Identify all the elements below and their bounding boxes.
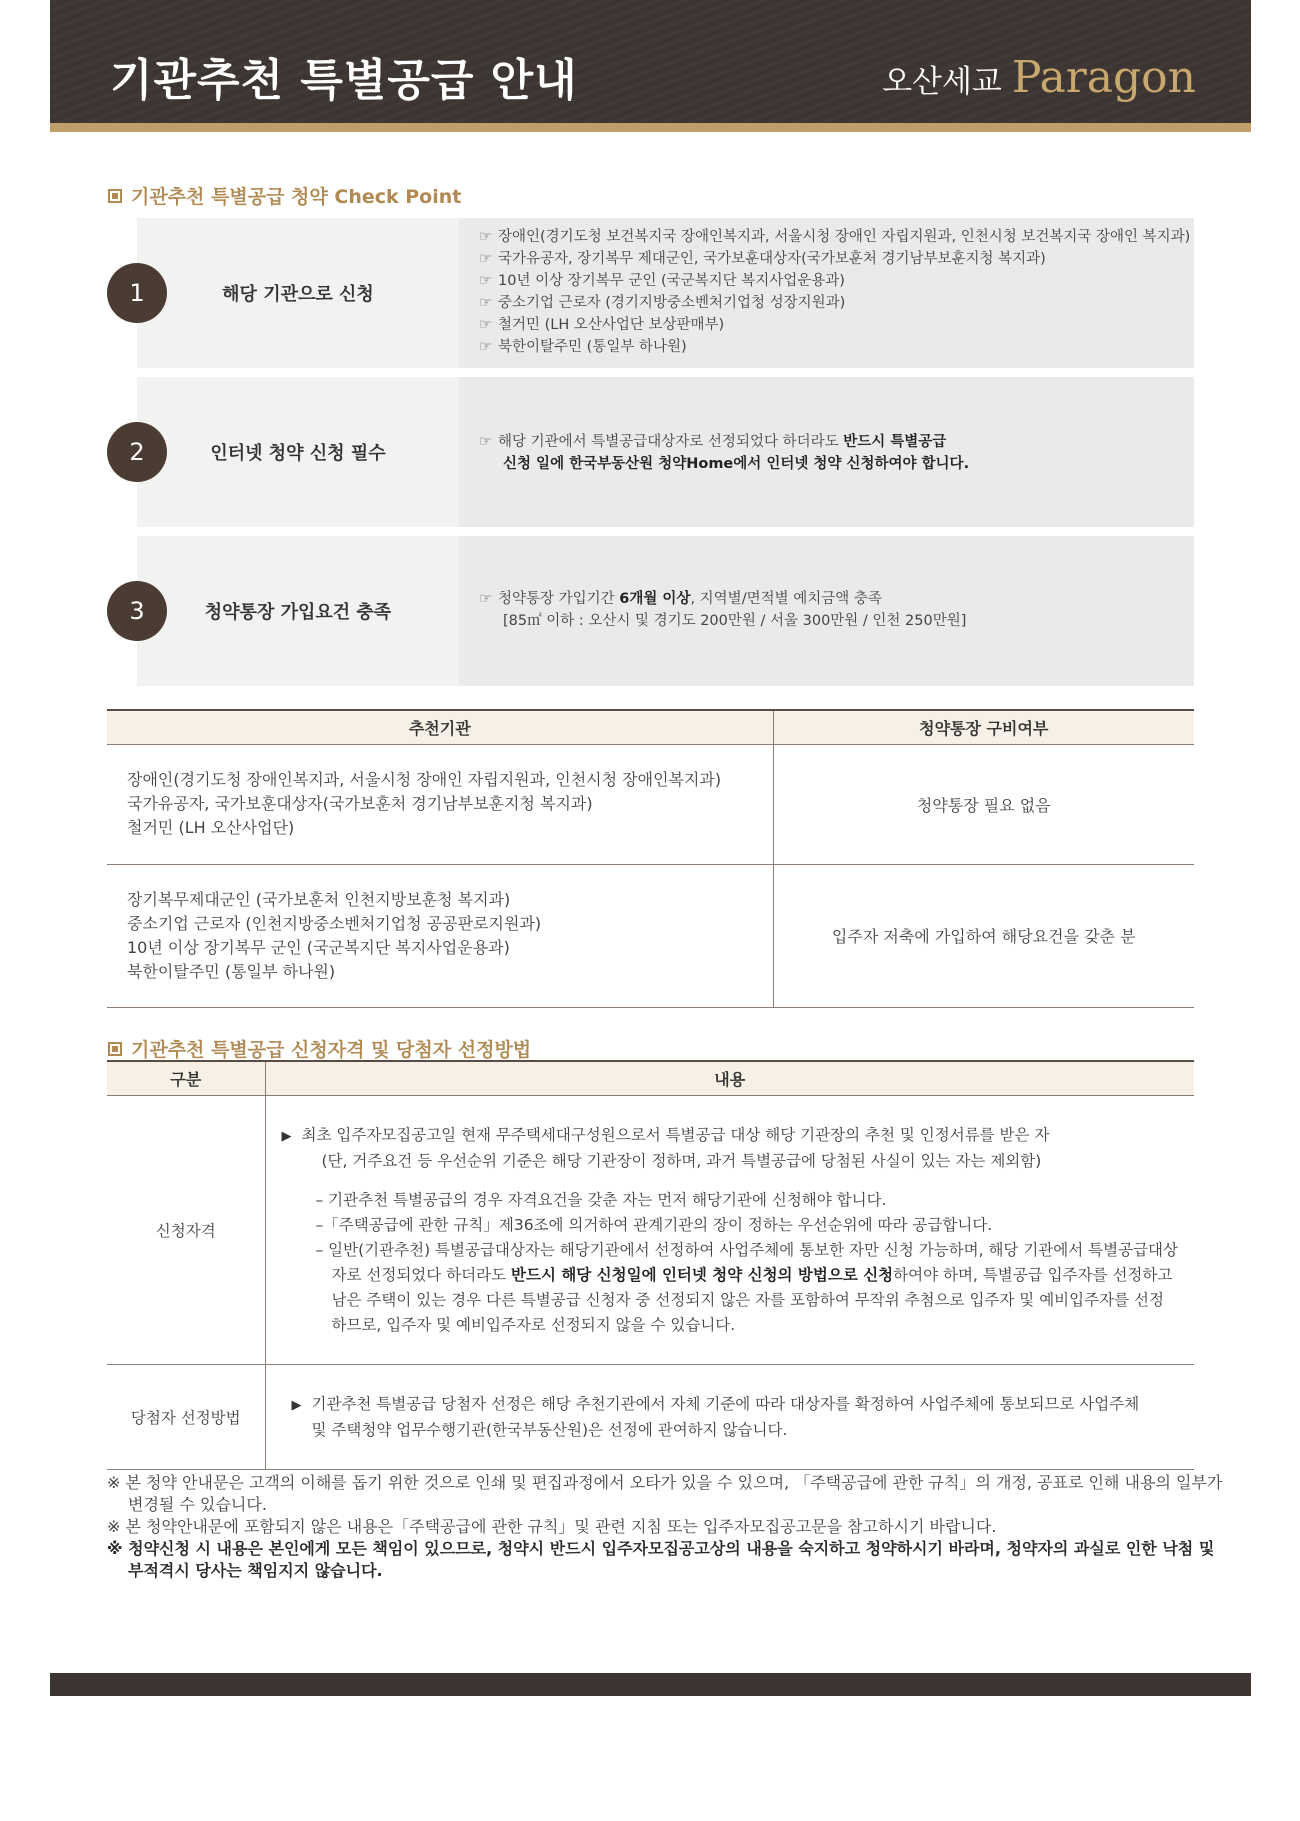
list-item: ☞ 중소기업 근로자 (경기지방중소벤처기업청 성장지원과) <box>479 295 846 311</box>
pointing-hand-icon: ☞ <box>479 295 492 311</box>
table-row <box>107 1095 1194 1364</box>
list-item: ☞ 철거민 (LH 오산사업단 보상판매부) <box>479 317 725 333</box>
note-line: 부적격시 당사는 책임지지 않습니다. <box>128 1561 383 1580</box>
checkpoint-heading-text: 기관추천 특별공급 청약 Check Point <box>131 186 462 208</box>
dash-continuation: 자로 선정되었다 하더라도 반드시 해당 신청일에 인터넷 청약 신청의 방법으로 신청하여야 하며, 특별공급 입주자를 선정하고 <box>331 1266 1173 1284</box>
list-item: ☞ 북한이탈주민 (통일부 하나원) <box>479 339 687 355</box>
pointing-hand-icon: ☞ <box>479 229 492 245</box>
checkpoint-detail <box>459 218 1194 368</box>
note-line: ※ 본 청약안내문에 포함되지 않은 내용은「주택공급에 관한 규칙」및 관련 지침 또는 입주자모집공고문을 참고하시기 바랍니다. <box>107 1517 997 1536</box>
agency-cell <box>107 864 773 1007</box>
number-badge: 2 <box>107 422 167 482</box>
bullet-sub-line: (단, 거주요건 등 우선순위 기준은 해당 기관장이 정하며, 과거 특별공급에 당첨된 사실이 있는 자는 제외함) <box>321 1152 1042 1170</box>
triangle-right-icon: ▶ <box>281 1129 292 1144</box>
table-row <box>107 744 1194 864</box>
row-label: 신청자격 <box>107 1095 265 1364</box>
checkpoint-detail <box>459 377 1194 527</box>
requirement-cell: 입주자 저축에 가입하여 해당요건을 갖춘 분 <box>773 864 1194 1007</box>
qualification-table <box>107 1060 1194 1470</box>
square-bullet-icon <box>108 1042 122 1056</box>
pointing-hand-icon: ☞ <box>479 251 492 267</box>
pointing-hand-icon: ☞ <box>479 434 492 450</box>
pointing-hand-icon: ☞ <box>479 591 492 607</box>
list-item-continuation: [85㎡ 이하 : 오산시 및 경기도 200만원 / 서울 300만원 / 인천 250만원] <box>503 613 967 629</box>
bullet-line: ▶ 최초 입주자모집공고일 현재 무주택세대구성원으로서 특별공급 대상 해당 기관장의 추천 및 인정서류를 받은 자 <box>281 1126 1050 1144</box>
agency-line: 10년 이상 장기복무 군인 (국군복지단 복지사업운용과) <box>127 937 510 957</box>
checkpoint-item-1 <box>107 218 1194 368</box>
dash-line: –「주택공급에 관한 규칙」제36조에 의거하여 관계기관의 장이 정하는 우선순위에 따라 공급합니다. <box>315 1216 993 1234</box>
column-header: 추천기관 <box>107 710 773 744</box>
list-item-continuation: 신청 일에 한국부동산원 청약Home에서 인터넷 청약 신청하여야 합니다. <box>503 456 970 472</box>
triangle-right-icon: ▶ <box>291 1398 302 1413</box>
number-badge: 3 <box>107 581 167 641</box>
list-item: ☞ 청약통장 가입기간 6개월 이상, 지역별/면적별 예치금액 충족 <box>479 591 882 607</box>
number-badge: 1 <box>107 263 167 323</box>
list-item: ☞ 장애인(경기도청 보건복지국 장애인복지과, 서울시청 장애인 자립지원과, 인천시청 보건복지국 장애인 복지과) <box>479 229 1191 245</box>
pointing-hand-icon: ☞ <box>479 339 492 355</box>
checkpoint-label: 해당 기관으로 신청 <box>137 218 459 368</box>
note-line: ※ 본 청약 안내문은 고객의 이해를 돕기 위한 것으로 인쇄 및 편집과정에서 오타가 있을 수 있으며, 「주택공급에 관한 규칙」의 개정, 공표로 인해 내용의 일부가 <box>107 1473 1223 1492</box>
table-row <box>107 864 1194 1007</box>
square-bullet-icon <box>108 189 122 203</box>
checkpoint-detail <box>459 536 1194 686</box>
footer-bar <box>50 1673 1251 1696</box>
table-row <box>107 1364 1194 1469</box>
note-line: 변경될 수 있습니다. <box>128 1495 267 1514</box>
checkpoint-heading <box>108 182 461 209</box>
bullet-continuation: 및 주택청약 업무수행기관(한국부동산원)은 선정에 관여하지 않습니다. <box>311 1421 788 1439</box>
list-item: ☞ 국가유공자, 장기복무 제대군인, 국가보훈대상자(국가보훈처 경기남부보훈지청 복지과) <box>479 251 1046 267</box>
qualification-heading <box>108 1035 531 1062</box>
dash-continuation: 하므로, 입주자 및 예비입주자로 선정되지 않을 수 있습니다. <box>331 1316 736 1334</box>
row-content <box>265 1364 1194 1469</box>
column-header: 청약통장 구비여부 <box>773 710 1194 744</box>
agency-line: 철거민 (LH 오산사업단) <box>127 818 295 837</box>
pointing-hand-icon: ☞ <box>479 317 492 333</box>
checkpoint-label: 인터넷 청약 신청 필수 <box>137 377 459 527</box>
agency-line: 국가유공자, 국가보훈대상자(국가보훈처 경기남부보훈지청 복지과) <box>127 794 593 813</box>
bullet-line: ▶ 기관추천 특별공급 당첨자 선정은 해당 추천기관에서 자체 기준에 따라 대상자를 확정하여 사업주체에 통보되므로 사업주체 <box>291 1395 1140 1413</box>
agency-line: 북한이탈주민 (통일부 하나원) <box>127 961 336 981</box>
note-line: ※ 청약신청 시 내용은 본인에게 모든 책임이 있으므로, 청약시 반드시 입주자모집공고상의 내용을 숙지하고 청약하시기 바라며, 청약자의 과실로 인한 낙첨 및 <box>107 1539 1215 1558</box>
brand-english: Paragon <box>1011 52 1196 103</box>
agency-table <box>107 709 1194 1008</box>
requirement-cell: 청약통장 필요 없음 <box>773 744 1194 864</box>
brand-korean: 오산세교 <box>882 64 1002 100</box>
list-item: ☞ 해당 기관에서 특별공급대상자로 선정되었다 하더라도 반드시 특별공급 <box>479 434 947 450</box>
pointing-hand-icon: ☞ <box>479 273 492 289</box>
agency-line: 장애인(경기도청 장애인복지과, 서울시청 장애인 자립지원과, 인천시청 장애인복지과) <box>127 770 722 789</box>
list-item: ☞ 10년 이상 장기복무 군인 (국군복지단 복지사업운용과) <box>479 273 845 289</box>
agency-cell <box>107 744 773 864</box>
column-header: 구분 <box>107 1061 265 1095</box>
dash-continuation: 남은 주택이 있는 경우 다른 특별공급 신청자 중 선정되지 않은 자를 포함하여 무작위 추첨으로 입주자 및 예비입주자를 선정 <box>331 1291 1164 1309</box>
agency-line: 장기복무제대군인 (국가보훈처 인천지방보훈청 복지과) <box>127 889 511 909</box>
agency-line: 중소기업 근로자 (인천지방중소벤처기업청 공공판로지원과) <box>127 913 542 933</box>
disclaimer-notes <box>107 1472 1223 1582</box>
page-title: 기관추천 특별공급 안내 <box>110 55 578 106</box>
dash-line: – 기관추천 특별공급의 경우 자격요건을 갖춘 자는 먼저 해당기관에 신청해야 합니다. <box>315 1191 887 1209</box>
header-gold-bar <box>50 123 1251 132</box>
checkpoint-label: 청약통장 가입요건 충족 <box>137 536 459 686</box>
qualification-heading-text: 기관추천 특별공급 신청자격 및 당첨자 선정방법 <box>131 1039 532 1061</box>
checkpoint-item-2 <box>107 377 1194 527</box>
dash-line: – 일반(기관추천) 특별공급대상자는 해당기관에서 선정하여 사업주체에 통보한 자만 신청 가능하며, 해당 기관에서 특별공급대상 <box>315 1241 1178 1259</box>
column-header: 내용 <box>265 1061 1194 1095</box>
row-label: 당첨자 선정방법 <box>107 1364 265 1469</box>
checkpoint-item-3 <box>107 536 1194 686</box>
row-content <box>265 1095 1194 1364</box>
brand-logo <box>882 52 1196 103</box>
